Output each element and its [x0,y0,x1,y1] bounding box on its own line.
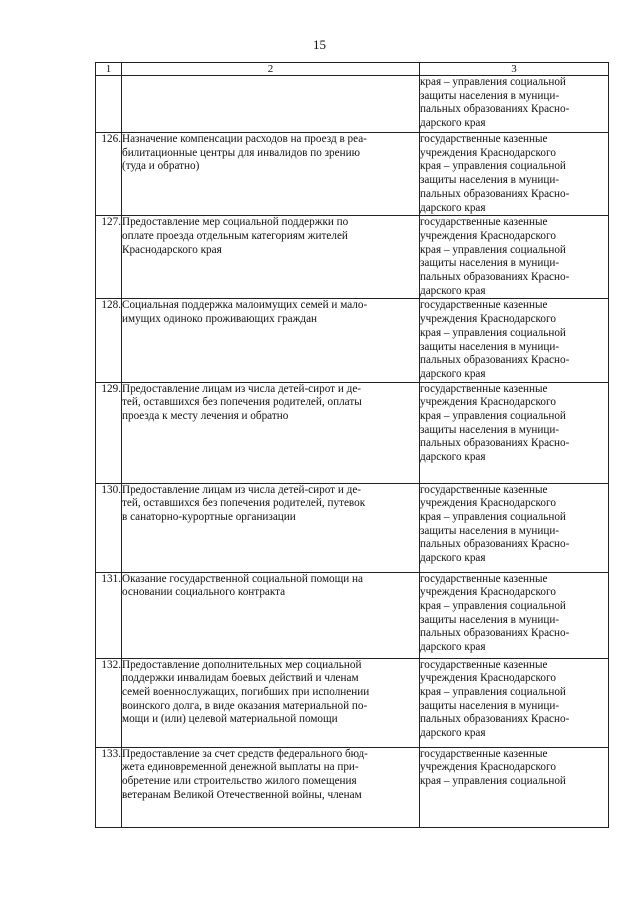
organization-line: государственные казенные [420,382,548,395]
responsible-organization [420,382,609,483]
table-row [96,299,609,382]
description-line: Предоставление лицам из числа детей-сирот и де- [122,483,362,496]
service-description [122,299,420,382]
row-number: 128. [96,299,122,382]
organization-line: дарского края [420,367,486,380]
organization-line: пальных образованиях Красно- [420,437,570,450]
service-description [122,216,420,299]
organization-line: дарского края [420,451,486,464]
organization-line: учреждения Краснодарского [420,396,556,409]
organization-line: края – управления социальной [420,410,566,423]
description-line: поддержки инвалидам боевых действий и членам [122,672,359,685]
organization-line: края – управления социальной [420,76,566,88]
organization-line: пальных образованиях Красно- [420,354,570,367]
description-line: Краснодарского края [122,243,222,256]
description-line: проезда к месту лечения и обратно [122,410,289,423]
organization-line: дарского края [420,727,486,740]
responsible-organization [420,133,609,216]
description-line: жета единовременной денежной выплаты на при- [122,761,359,774]
organization-line: пальных образованиях Красно- [420,713,570,726]
service-description [122,76,420,133]
description-line: тей, оставшихся без попечения родителей, путевок [122,497,366,510]
organization-line: пальных образованиях Красно- [420,187,570,200]
description-line: Назначение компенсации расходов на проезд в реа- [122,133,367,145]
service-description [122,572,420,658]
organization-line: дарского края [420,201,486,214]
organization-line: края – управления социальной [420,243,566,256]
organization-line: края – управления социальной [420,775,566,788]
description-line: оплате проезда отдельным категориям жителей [122,229,348,242]
description-line: тей, оставшихся без попечения родителей, оплаты [122,396,362,409]
organization-line: защиты населения в муници- [420,89,560,102]
description-line: Предоставление за счет средств федерального бюд- [122,747,368,760]
organization-line: дарского края [420,117,486,130]
organization-line: государственные казенные [420,299,548,312]
description-line: Предоставление мер социальной поддержки по [122,216,349,229]
organization-line: государственные казенные [420,133,548,145]
service-description [122,747,420,827]
organization-line: государственные казенные [420,658,548,671]
row-number: 126. [96,133,122,216]
table-row [96,483,609,572]
organization-line: государственные казенные [420,483,548,496]
service-description [122,658,420,747]
organization-line: учреждения Краснодарского [420,672,556,685]
row-number: 132. [96,658,122,747]
description-line: мощи и (или) целевой материальной помощи [122,713,338,726]
description-line: в санаторно-курортные организации [122,511,296,524]
organization-line: учреждения Краснодарского [420,146,556,159]
organization-line: защиты населения в муници- [420,257,560,270]
organization-line: учреждения Краснодарского [420,497,556,510]
organization-line: защиты населения в муници- [420,340,560,353]
column-header-3: 3 [420,63,609,76]
table-row [96,572,609,658]
description-line: основании социального контракта [122,586,286,599]
service-description [122,382,420,483]
organization-line: дарского края [420,552,486,565]
description-line: Предоставление лицам из числа детей-сирот и де- [122,382,362,395]
table-row [96,382,609,483]
organization-line: края – управления социальной [420,686,566,699]
responsible-organization [420,483,609,572]
service-description [122,483,420,572]
table-header-row [96,63,609,76]
row-number: 129. [96,382,122,483]
organization-line: пальных образованиях Красно- [420,538,570,551]
organization-line: дарского края [420,641,486,654]
page-number: 15 [313,37,326,52]
description-line: воинского долга, в виде оказания материальной по- [122,699,368,712]
organization-line: дарского края [420,284,486,297]
responsible-organization [420,216,609,299]
row-number: 131. [96,572,122,658]
organization-line: государственные казенные [420,747,548,760]
organization-line: защиты населения в муници- [420,423,560,436]
organization-line: защиты населения в муници- [420,524,560,537]
row-number: 130. [96,483,122,572]
description-line: Предоставление дополнительных мер социальной [122,658,362,671]
column-header-1: 1 [96,63,122,76]
responsible-organization [420,747,609,827]
description-line: Социальная поддержка малоимущих семей и мало- [122,299,368,312]
description-line: семей военнослужащих, погибших при исполнении [122,686,370,699]
responsible-organization [420,572,609,658]
organization-line: пальных образованиях Красно- [420,271,570,284]
description-line: Оказание государственной социальной помощи на [122,572,363,585]
organization-line: учреждения Краснодарского [420,586,556,599]
description-line: имущих одиноко проживающих граждан [122,313,318,326]
organization-line: края – управления социальной [420,160,566,173]
organization-line: пальных образованиях Красно- [420,103,570,116]
organization-line: пальных образованиях Красно- [420,627,570,640]
organization-line: учреждения Краснодарского [420,313,556,326]
description-line: обретение или строительство жилого помещения [122,775,357,788]
table-row [96,133,609,216]
organization-line: государственные казенные [420,216,548,229]
organization-line: учреждения Краснодарского [420,229,556,242]
description-line: ветеранам Великой Отечественной войны, членам [122,788,362,801]
table-row [96,747,609,827]
table-row [96,216,609,299]
responsible-organization [420,299,609,382]
service-description [122,133,420,216]
organization-line: края – управления социальной [420,326,566,339]
responsible-organization [420,76,609,133]
row-number: 127. [96,216,122,299]
organization-line: учреждения Краснодарского [420,761,556,774]
services-table [95,62,609,828]
organization-line: защиты населения в муници- [420,613,560,626]
organization-line: защиты населения в муници- [420,699,560,712]
row-number: 133. [96,747,122,827]
organization-line: края – управления социальной [420,600,566,613]
organization-line: государственные казенные [420,572,548,585]
row-number [96,76,122,133]
column-header-2: 2 [122,63,420,76]
table-row [96,76,609,133]
organization-line: защиты населения в муници- [420,174,560,187]
table-row [96,658,609,747]
organization-line: края – управления социальной [420,511,566,524]
description-line: (туда и обратно) [122,160,200,173]
description-line: билитационные центры для инвалидов по зрению [122,146,360,159]
responsible-organization [420,658,609,747]
